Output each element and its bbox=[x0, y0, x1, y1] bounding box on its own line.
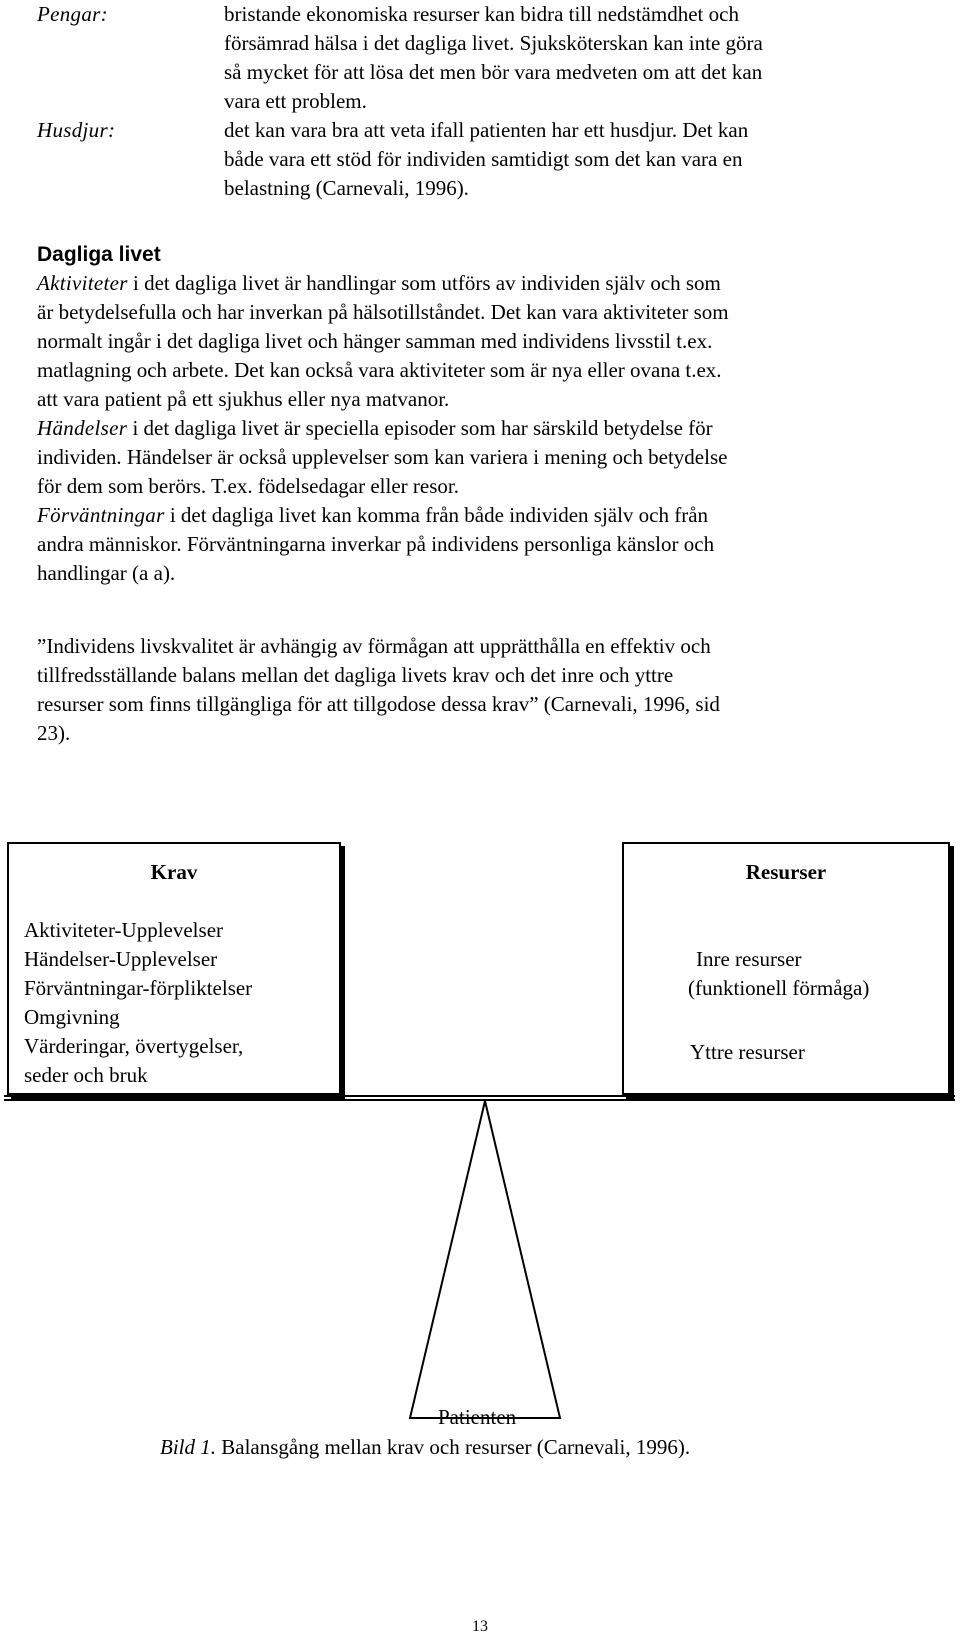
text-line: försämrad hälsa i det dagliga livet. Sjuksköterskan kan inte göra bbox=[224, 31, 763, 55]
resurser-item: Inre resurser bbox=[696, 947, 802, 971]
krav-item: Omgivning bbox=[24, 1005, 120, 1029]
text-line: individen. Händelser är också upplevelser som kan variera i mening och betydelse bbox=[37, 445, 728, 469]
paragraph-term: Förväntningar bbox=[37, 503, 165, 527]
text-line: belastning (Carnevali, 1996). bbox=[224, 176, 469, 200]
text-line: i det dagliga livet är handlingar som utförs av individen själv och som bbox=[127, 271, 721, 295]
krav-list bbox=[24, 916, 252, 1090]
paragraph-term: Händelser bbox=[37, 416, 128, 440]
krav-box bbox=[7, 842, 341, 1095]
text-line: normalt ingår i det dagliga livet och hänger samman med individens livsstil t.ex. bbox=[37, 329, 713, 353]
text-line: så mycket för att lösa det men bör vara medveten om att det kan bbox=[224, 60, 763, 84]
caption-text: Balansgång mellan krav och resurser (Carnevali, 1996). bbox=[216, 1435, 691, 1459]
resurser-title: Resurser bbox=[745, 860, 827, 884]
fulcrum-triangle bbox=[410, 1101, 560, 1418]
page-number: 13 bbox=[472, 1618, 488, 1635]
text-line: bristande ekonomiska resurser kan bidra till nedstämdhet och bbox=[224, 2, 739, 26]
text-line: vara ett problem. bbox=[224, 89, 367, 113]
fulcrum-label: Patienten bbox=[438, 1405, 517, 1429]
krav-item: Aktiviteter-Upplevelser bbox=[24, 918, 224, 942]
krav-item: Förväntningar-förpliktelser bbox=[24, 976, 253, 1000]
resurser-item: Yttre resurser bbox=[690, 1040, 805, 1064]
text-line: tillfredsställande balans mellan det dagliga livets krav och det inre och yttre bbox=[37, 663, 674, 687]
krav-item: Värderingar, övertygelser, bbox=[24, 1034, 244, 1058]
krav-title: Krav bbox=[150, 860, 198, 884]
text-line: resurser som finns tillgängliga för att tillgodose dessa krav” (Carnevali, 1996, sid bbox=[37, 692, 720, 716]
text-line: i det dagliga livet kan komma från både individen själv och från bbox=[164, 503, 709, 527]
text-line: för dem som berörs. T.ex. födelsedagar eller resor. bbox=[37, 474, 459, 498]
resurser-item: (funktionell förmåga) bbox=[688, 976, 870, 1000]
text-line: matlagning och arbete. Det kan också vara aktiviteter som är nya eller ovana t.ex. bbox=[37, 358, 722, 382]
text-line: 23). bbox=[37, 721, 71, 745]
resurser-box bbox=[622, 842, 950, 1095]
text-line: både vara ett stöd för individen samtidigt som det kan vara en bbox=[224, 147, 743, 171]
krav-item: Händelser-Upplevelser bbox=[24, 947, 218, 971]
text-line: handlingar (a a). bbox=[37, 561, 176, 585]
section-heading: Dagliga livet bbox=[37, 243, 161, 266]
text-line: det kan vara bra att veta ifall patienten har ett husdjur. Det kan bbox=[224, 118, 749, 142]
text-line: i det dagliga livet är speciella episoder som har särskild betydelse för bbox=[127, 416, 713, 440]
text-line: ”Individens livskvalitet är avhängig av förmågan att upprätthålla en effektiv och bbox=[37, 634, 711, 658]
krav-item: seder och bruk bbox=[24, 1063, 148, 1087]
paragraph-term: Aktiviteter bbox=[37, 271, 128, 295]
figure-caption bbox=[160, 1433, 690, 1462]
text-line: att vara patient på ett sjukhus eller nya matvanor. bbox=[37, 387, 450, 411]
definition-term: Husdjur: bbox=[37, 118, 116, 142]
definition-term: Pengar: bbox=[37, 2, 108, 26]
text-line: är betydelsefulla och har inverkan på hälsotillståndet. Det kan vara aktiviteter som bbox=[37, 300, 729, 324]
text-line: andra människor. Förväntningarna inverkar på individens personliga känslor och bbox=[37, 532, 715, 556]
caption-label: Bild 1. bbox=[160, 1435, 216, 1459]
